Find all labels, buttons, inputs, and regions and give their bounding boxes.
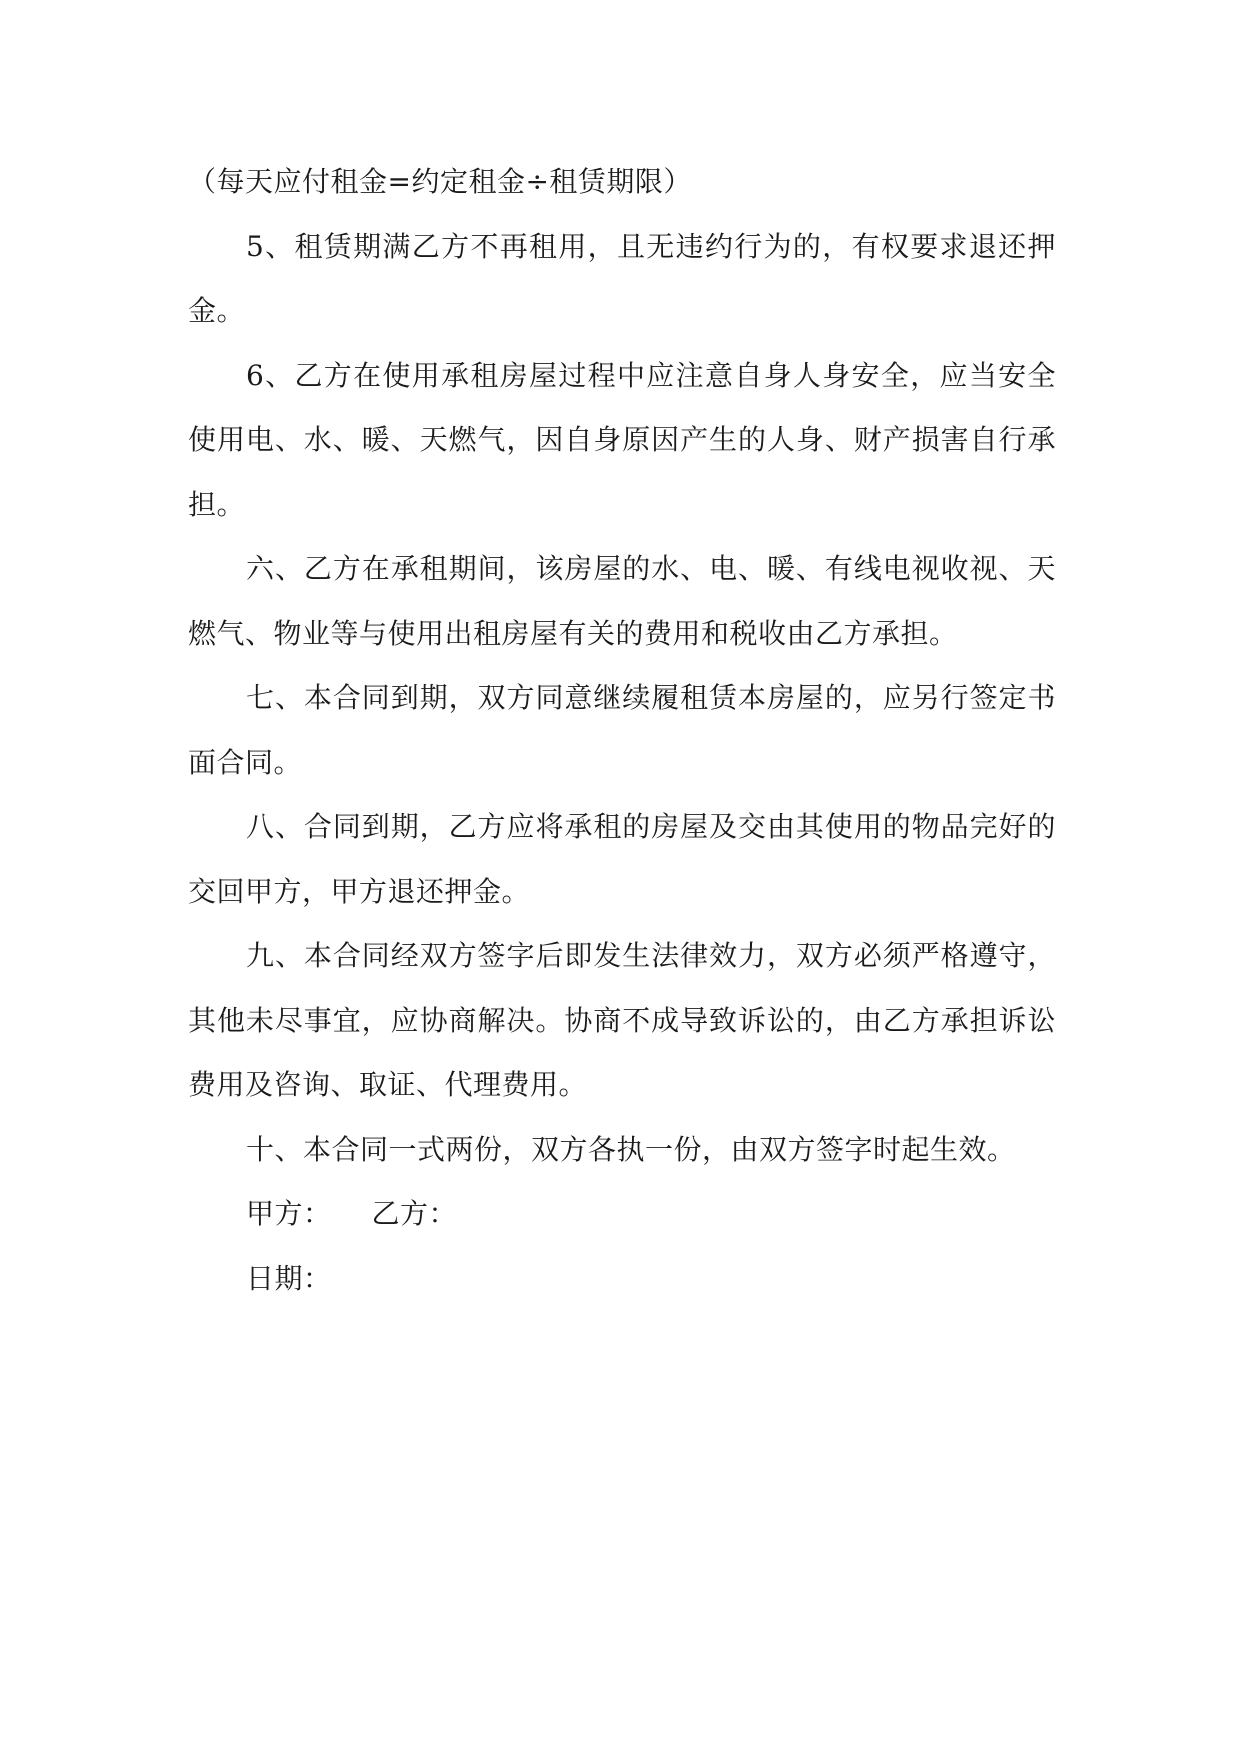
document-body: [188, 150, 1056, 1311]
party-b-label: 乙方：: [371, 1197, 458, 1230]
rent-formula-note: （每天应付租金=约定租金÷租赁期限）: [188, 165, 692, 198]
party-a-label: 甲方：: [246, 1197, 332, 1230]
date-row: [188, 1247, 1056, 1312]
clause-nine-effect: 九、本合同经双方签字后即发生法律效力，双方必须严格遵守，其他未尽事宜，应协商解决。协商不成导致诉讼的，由乙方承担诉讼费用及咨询、取证、代理费用。: [188, 939, 1056, 1101]
clause-ten-copies: 十、本合同一式两份，双方各执一份，由双方签字时起生效。: [246, 1132, 1016, 1166]
clause-six-fees: 六、乙方在承租期间，该房屋的水、电、暖、有线电视收视、天燃气、物业等与使用出租房屋有关的费用和税收由乙方承担。: [188, 552, 1056, 650]
date-label: 日期：: [246, 1261, 332, 1295]
signature-row: [188, 1182, 1056, 1247]
clause-eight-return: 八、合同到期，乙方应将承租的房屋及交由其使用的物品完好的交回甲方，甲方退还押金。: [188, 810, 1056, 908]
clause-seven-renewal: 七、本合同到期，双方同意继续履租赁本房屋的，应另行签定书面合同。: [188, 681, 1056, 779]
clause-5-deposit-refund: 5、租赁期满乙方不再租用，且无违约行为的，有权要求退还押金。: [188, 229, 1056, 327]
clause-6-safety: 6、乙方在使用承租房屋过程中应注意自身人身安全，应当安全使用电、水、暖、天燃气，因自身原因产生的人身、财产损害自行承担。: [188, 358, 1056, 521]
